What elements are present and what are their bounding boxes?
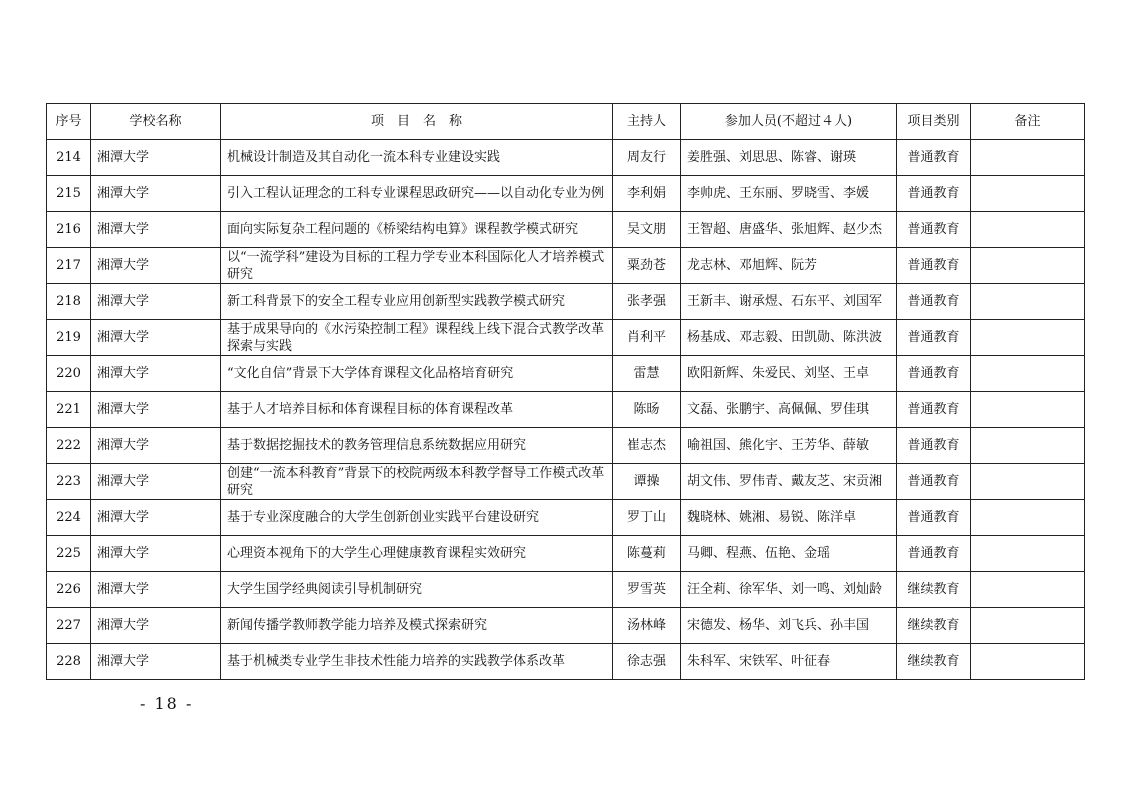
table-row	[47, 572, 1085, 608]
row-members: 王新丰、谢承煜、石东平、刘国军	[681, 284, 897, 320]
row-members: 魏晓林、姚湘、易锐、陈洋卓	[681, 500, 897, 536]
row-project: 机械设计制造及其自动化一流本科专业建设实践	[221, 140, 613, 176]
row-no: 225	[47, 536, 91, 572]
row-category: 普通教育	[897, 248, 971, 284]
row-members: 王智超、唐盛华、张旭辉、赵少杰	[681, 212, 897, 248]
row-leader: 罗雪英	[613, 572, 681, 608]
row-project: 引入工程认证理念的工科专业课程思政研究——以自动化专业为例	[221, 176, 613, 212]
row-no: 228	[47, 644, 91, 680]
row-leader: 汤林峰	[613, 608, 681, 644]
row-school: 湘潭大学	[91, 284, 221, 320]
row-school: 湘潭大学	[91, 644, 221, 680]
row-project: 基于数据挖掘技术的教务管理信息系统数据应用研究	[221, 428, 613, 464]
row-leader: 谭操	[613, 464, 681, 500]
table-row	[47, 320, 1085, 356]
row-school: 湘潭大学	[91, 536, 221, 572]
row-project: 创建“一流本科教育”背景下的校院两级本科教学督导工作模式改革研究	[221, 464, 613, 500]
row-project: 基于成果导向的《水污染控制工程》课程线上线下混合式教学改革探索与实践	[221, 320, 613, 356]
row-school: 湘潭大学	[91, 176, 221, 212]
row-leader: 崔志杰	[613, 428, 681, 464]
row-school: 湘潭大学	[91, 392, 221, 428]
row-no: 217	[47, 248, 91, 284]
row-members: 喻祖国、熊化宇、王芳华、薛敏	[681, 428, 897, 464]
row-no: 224	[47, 500, 91, 536]
row-project: 基于专业深度融合的大学生创新创业实践平台建设研究	[221, 500, 613, 536]
row-category: 继续教育	[897, 608, 971, 644]
row-school: 湘潭大学	[91, 464, 221, 500]
row-members: 汪全莉、徐军华、刘一鸣、刘灿龄	[681, 572, 897, 608]
table-header-row	[47, 104, 1085, 140]
table-row	[47, 284, 1085, 320]
row-category: 继续教育	[897, 572, 971, 608]
row-no: 226	[47, 572, 91, 608]
row-note	[971, 356, 1085, 392]
row-members: 李帅虎、王东丽、罗晓雪、李媛	[681, 176, 897, 212]
row-members: 欧阳新辉、朱爱民、刘坚、王卓	[681, 356, 897, 392]
header-project: 项 目 名 称	[221, 104, 613, 140]
table-row	[47, 212, 1085, 248]
row-category: 普通教育	[897, 320, 971, 356]
row-leader: 徐志强	[613, 644, 681, 680]
header-school: 学校名称	[91, 104, 221, 140]
row-project: 基于人才培养目标和体育课程目标的体育课程改革	[221, 392, 613, 428]
row-no: 219	[47, 320, 91, 356]
header-category: 项目类别	[897, 104, 971, 140]
row-note	[971, 212, 1085, 248]
row-no: 221	[47, 392, 91, 428]
row-school: 湘潭大学	[91, 428, 221, 464]
row-no: 216	[47, 212, 91, 248]
row-category: 普通教育	[897, 212, 971, 248]
header-note: 备注	[971, 104, 1085, 140]
row-members: 龙志林、邓旭辉、阮芳	[681, 248, 897, 284]
row-note	[971, 392, 1085, 428]
row-leader: 张孝强	[613, 284, 681, 320]
row-category: 普通教育	[897, 284, 971, 320]
row-note	[971, 176, 1085, 212]
row-category: 普通教育	[897, 356, 971, 392]
row-category: 普通教育	[897, 392, 971, 428]
table-row	[47, 140, 1085, 176]
row-school: 湘潭大学	[91, 212, 221, 248]
table-row	[47, 248, 1085, 284]
page-number: - 18 -	[140, 694, 194, 713]
row-members: 文磊、张鹏宇、高佩佩、罗佳琪	[681, 392, 897, 428]
row-category: 普通教育	[897, 428, 971, 464]
row-leader: 雷慧	[613, 356, 681, 392]
row-project: 新工科背景下的安全工程专业应用创新型实践教学模式研究	[221, 284, 613, 320]
table-row	[47, 644, 1085, 680]
row-project: 大学生国学经典阅读引导机制研究	[221, 572, 613, 608]
row-project: “文化自信”背景下大学体育课程文化品格培育研究	[221, 356, 613, 392]
row-leader: 罗丁山	[613, 500, 681, 536]
row-note	[971, 428, 1085, 464]
row-leader: 吴文朋	[613, 212, 681, 248]
row-school: 湘潭大学	[91, 356, 221, 392]
row-school: 湘潭大学	[91, 320, 221, 356]
row-note	[971, 464, 1085, 500]
row-note	[971, 284, 1085, 320]
row-no: 215	[47, 176, 91, 212]
row-note	[971, 644, 1085, 680]
header-no: 序号	[47, 104, 91, 140]
row-leader: 肖利平	[613, 320, 681, 356]
project-table	[46, 103, 1085, 680]
row-members: 胡文伟、罗伟青、戴友芝、宋贡湘	[681, 464, 897, 500]
table-row	[47, 464, 1085, 500]
row-note	[971, 140, 1085, 176]
row-note	[971, 320, 1085, 356]
row-project: 新闻传播学教师教学能力培养及模式探索研究	[221, 608, 613, 644]
row-members: 马卿、程燕、伍艳、金瑶	[681, 536, 897, 572]
row-members: 宋德发、杨华、刘飞兵、孙丰国	[681, 608, 897, 644]
row-category: 普通教育	[897, 176, 971, 212]
row-leader: 李利娟	[613, 176, 681, 212]
header-members: 参加人员(不超过４人)	[681, 104, 897, 140]
row-no: 222	[47, 428, 91, 464]
row-project: 面向实际复杂工程问题的《桥梁结构电算》课程教学模式研究	[221, 212, 613, 248]
row-note	[971, 572, 1085, 608]
table-row	[47, 356, 1085, 392]
row-category: 普通教育	[897, 500, 971, 536]
row-leader: 周友行	[613, 140, 681, 176]
row-school: 湘潭大学	[91, 500, 221, 536]
row-leader: 粟劲苍	[613, 248, 681, 284]
row-members: 姜胜强、刘思思、陈睿、谢瑛	[681, 140, 897, 176]
row-project: 心理资本视角下的大学生心理健康教育课程实效研究	[221, 536, 613, 572]
row-project: 以“一流学科”建设为目标的工程力学专业本科国际化人才培养模式研究	[221, 248, 613, 284]
table-row	[47, 536, 1085, 572]
table-row	[47, 392, 1085, 428]
row-project: 基于机械类专业学生非技术性能力培养的实践教学体系改革	[221, 644, 613, 680]
table-row	[47, 500, 1085, 536]
row-category: 继续教育	[897, 644, 971, 680]
row-no: 227	[47, 608, 91, 644]
row-note	[971, 536, 1085, 572]
row-school: 湘潭大学	[91, 608, 221, 644]
table-row	[47, 176, 1085, 212]
row-members: 杨基成、邓志毅、田凯勋、陈洪波	[681, 320, 897, 356]
header-leader: 主持人	[613, 104, 681, 140]
row-no: 218	[47, 284, 91, 320]
row-note	[971, 608, 1085, 644]
row-category: 普通教育	[897, 464, 971, 500]
row-no: 220	[47, 356, 91, 392]
row-school: 湘潭大学	[91, 140, 221, 176]
table-row	[47, 428, 1085, 464]
row-note	[971, 500, 1085, 536]
row-no: 223	[47, 464, 91, 500]
row-leader: 陈蔓莉	[613, 536, 681, 572]
row-school: 湘潭大学	[91, 572, 221, 608]
row-school: 湘潭大学	[91, 248, 221, 284]
row-category: 普通教育	[897, 536, 971, 572]
row-note	[971, 248, 1085, 284]
table-row	[47, 608, 1085, 644]
row-category: 普通教育	[897, 140, 971, 176]
row-no: 214	[47, 140, 91, 176]
row-leader: 陈旸	[613, 392, 681, 428]
row-members: 朱科军、宋铁军、叶征春	[681, 644, 897, 680]
